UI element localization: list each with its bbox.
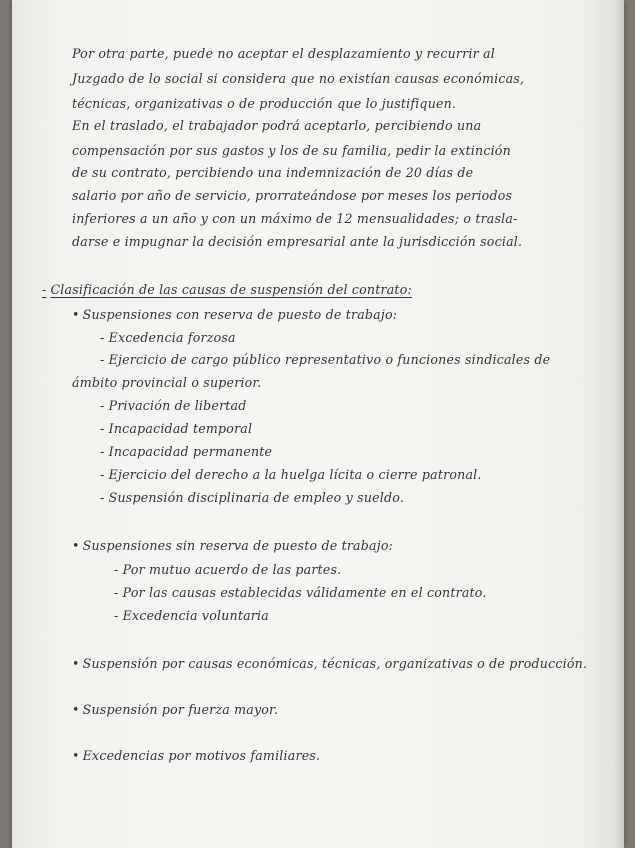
bullet-text: Excedencias por motivos familiares. — [82, 748, 321, 763]
list-item: - Incapacidad temporal — [100, 421, 253, 436]
heading-text: Clasificación de las causas de suspensión del contrato: — [50, 282, 412, 297]
paragraph-line: darse e impugnar la decisión empresarial ante la jurisdicción social. — [72, 234, 523, 249]
bullet-text: Suspensión por causas económicas, técnicas, organizativas o de producción. — [82, 656, 588, 671]
notebook-page — [12, 0, 624, 848]
section-heading — [42, 282, 412, 297]
bullet-group-title — [72, 538, 393, 553]
bullet-dot: • — [72, 538, 80, 553]
list-item: - Suspensión disciplinaria de empleo y sueldo. — [100, 490, 405, 505]
list-item: - Excedencia voluntaria — [114, 608, 269, 623]
bullet-item — [72, 748, 320, 763]
paragraph-line: técnicas, organizativas o de producción que lo justifiquen. — [72, 96, 457, 111]
bullet-dot: • — [72, 702, 80, 717]
bullet-item — [72, 656, 587, 671]
bullet-text: Suspensión por fuerza mayor. — [82, 702, 279, 717]
list-item: - Incapacidad permanente — [100, 444, 273, 459]
paragraph-line: salario por año de servicio, prorrateándose por meses los periodos — [72, 188, 513, 203]
list-item-continuation: ámbito provincial o superior. — [72, 375, 262, 390]
list-item: - Por mutuo acuerdo de las partes. — [114, 562, 342, 577]
paragraph-line: compensación por sus gastos y los de su familia, pedir la extinción — [72, 143, 511, 158]
bullet-dot: • — [72, 307, 80, 322]
paragraph-line: de su contrato, percibiendo una indemnización de 20 días de — [72, 165, 474, 180]
paragraph-line: Juzgado de lo social si considera que no existían causas económicas, — [72, 71, 525, 86]
list-item: - Por las causas establecidas válidamente en el contrato. — [114, 585, 487, 600]
bullet-dot: • — [72, 748, 80, 763]
bullet-group-title — [72, 307, 397, 322]
page-edge-shadow — [614, 0, 624, 848]
group-title: Suspensiones sin reserva de puesto de trabajo: — [82, 538, 394, 553]
list-item: - Ejercicio de cargo público representativo o funciones sindicales de — [100, 352, 551, 367]
heading-dash: - — [42, 282, 47, 297]
list-item: - Privación de libertad — [100, 398, 247, 413]
group-title: Suspensiones con reserva de puesto de trabajo: — [82, 307, 398, 322]
list-item: - Ejercicio del derecho a la huelga lícita o cierre patronal. — [100, 467, 482, 482]
bullet-item — [72, 702, 278, 717]
paragraph-line: Por otra parte, puede no aceptar el desplazamiento y recurrir al — [72, 46, 495, 61]
paragraph-line: inferiores a un año y con un máximo de 12 mensualidades; o trasla- — [72, 211, 518, 226]
list-item: - Excedencia forzosa — [100, 330, 236, 345]
bullet-dot: • — [72, 656, 80, 671]
paragraph-line: En el traslado, el trabajador podrá aceptarlo, percibiendo una — [72, 118, 482, 133]
